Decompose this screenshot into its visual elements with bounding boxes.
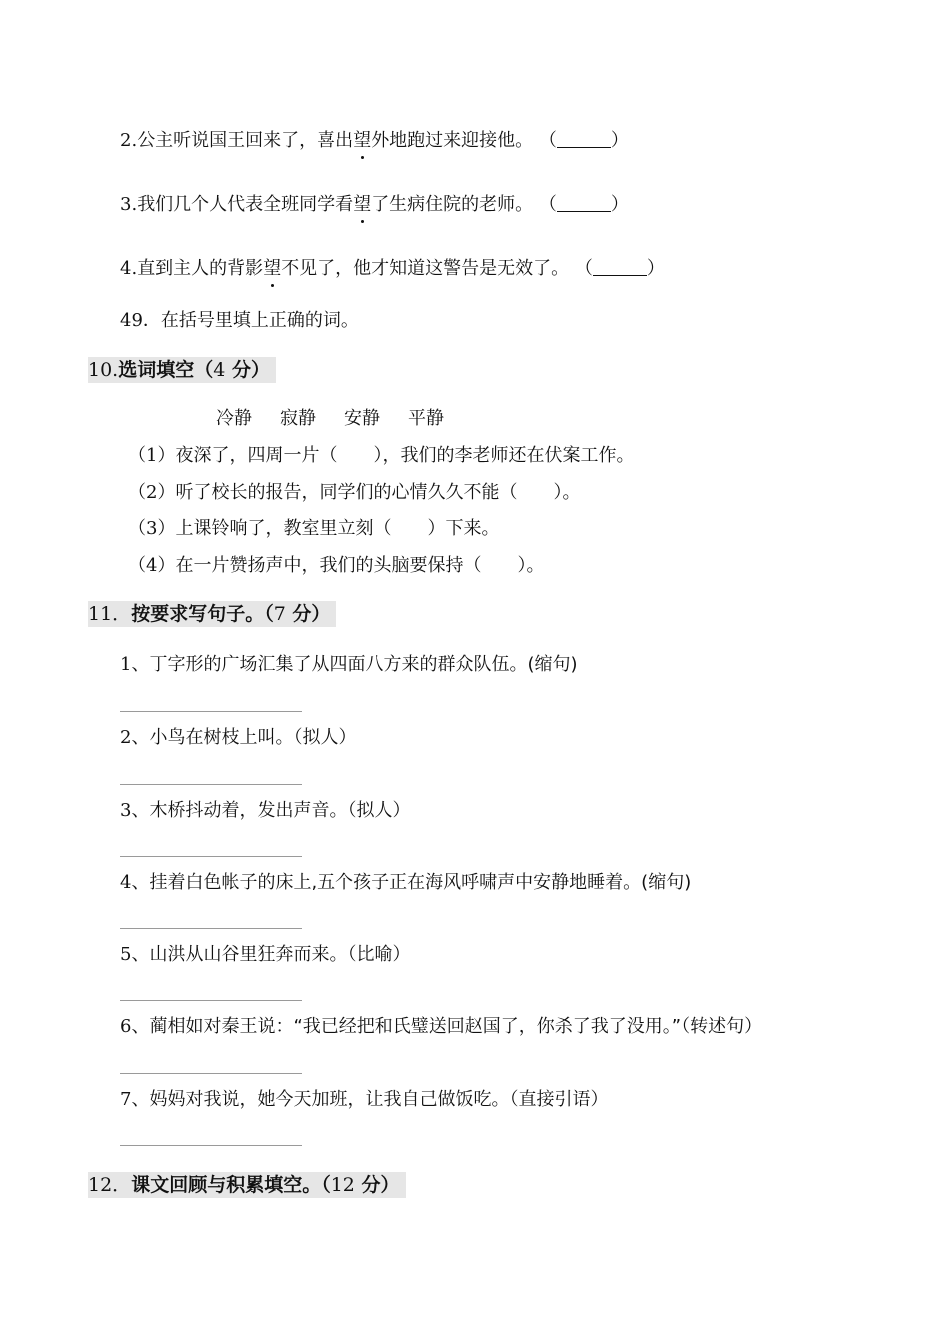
sentence-item-5: 5、山洪从山谷里狂奔而来。（比喻） — [120, 944, 411, 965]
wang-item-2: 2.公主听说国王回来了，喜出望外地跑过来迎接他。 （ ） — [120, 130, 629, 151]
sentence-item-4: 4、挂着白色帐子的床上,五个孩子正在海风呼啸声中安静地睡着。(缩句) — [120, 872, 692, 893]
sentence-item-3: 3、木桥抖动着，发出声音。（拟人） — [120, 800, 411, 821]
answer-line[interactable] — [120, 711, 302, 712]
answer-line[interactable] — [120, 1000, 302, 1001]
word-option: 安静 — [344, 408, 380, 429]
section-11-heading: 11．按要求写句子。（7 分） — [88, 601, 336, 627]
word-option: 冷静 — [216, 408, 252, 429]
answer-blank[interactable] — [557, 131, 611, 148]
wang-item-4: 4.直到主人的背影望不见了，他才知道这警告是无效了。 （ ） — [120, 258, 665, 279]
fill-item-2: （2）听了校长的报告，同学们的心情久久不能（ ）。 — [128, 482, 581, 503]
emphasis-char: 望 — [353, 194, 372, 215]
sentence-item-6: 6、蔺相如对秦王说：“我已经把和氏璧送回赵国了，你杀了我了没用。”（转述句） — [120, 1016, 763, 1037]
fill-item-4: （4）在一片赞扬声中，我们的头脑要保持（ ）。 — [128, 555, 545, 576]
section-12-heading: 12．课文回顾与积累填空。（12 分） — [88, 1172, 406, 1198]
sentence-item-2: 2、小鸟在树枝上叫。（拟人） — [120, 727, 357, 748]
sentence-item-7: 7、妈妈对我说，她今天加班，让我自己做饭吃。（直接引语） — [120, 1089, 609, 1110]
answer-line[interactable] — [120, 1073, 302, 1074]
section-10-heading: 10.选词填空（4 分） — [88, 357, 276, 383]
word-bank — [216, 407, 472, 431]
question-49: 49．在括号里填上正确的词。 — [120, 310, 359, 331]
sentence-item-1: 1、丁字形的广场汇集了从四面八方来的群众队伍。(缩句) — [120, 654, 578, 675]
answer-line[interactable] — [120, 784, 302, 785]
answer-blank[interactable] — [593, 259, 647, 276]
emphasis-char: 望 — [263, 258, 282, 279]
answer-line[interactable] — [120, 1145, 302, 1146]
answer-line[interactable] — [120, 928, 302, 929]
fill-item-1: （1）夜深了，四周一片（ ），我们的李老师还在伏案工作。 — [128, 445, 635, 466]
answer-line[interactable] — [120, 856, 302, 857]
word-option: 平静 — [408, 408, 444, 429]
answer-blank[interactable] — [557, 195, 611, 212]
word-option: 寂静 — [280, 408, 316, 429]
wang-item-3: 3.我们几个人代表全班同学看望了生病住院的老师。 （ ） — [120, 194, 629, 215]
emphasis-char: 望 — [353, 130, 372, 151]
fill-item-3: （3）上课铃响了，教室里立刻（ ）下来。 — [128, 518, 500, 539]
